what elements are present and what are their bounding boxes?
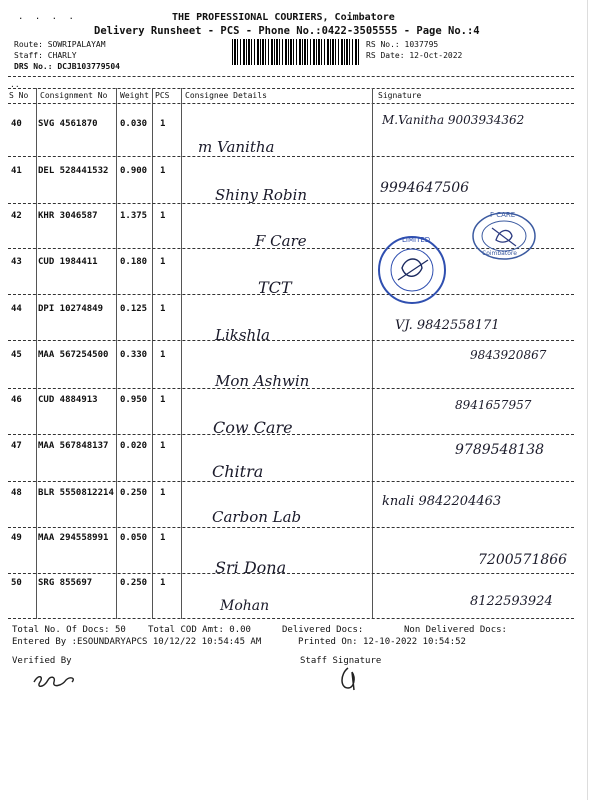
row-consignment: MAA 567848137: [38, 441, 109, 451]
row-divider: [8, 527, 574, 528]
row-handwritten-signature: VJ. 9842558171: [395, 318, 500, 333]
row-sno: 40: [11, 119, 22, 129]
col-line-5: [372, 88, 373, 619]
col-consignment: Consignment No: [40, 91, 108, 100]
rs-number: RS No.: 1037795: [366, 40, 439, 49]
row-sno: 49: [11, 533, 22, 543]
row-handwritten-signature: 7200571866: [478, 552, 568, 568]
row-pcs: 1: [160, 395, 166, 405]
row-pcs: 1: [160, 441, 166, 451]
row-handwritten-name: Cow Care: [213, 418, 293, 437]
row-handwritten-name: F Care: [255, 232, 307, 250]
row-divider: [8, 434, 574, 435]
verified-by-signature: [30, 668, 80, 696]
dots: ..: [10, 80, 20, 89]
row-consignment: DPI 10274849: [38, 304, 104, 314]
delivered-docs: Delivered Docs:: [282, 625, 364, 635]
table-top-border: [8, 88, 574, 89]
row-weight: 0.250: [120, 578, 148, 588]
header-divider: [8, 76, 574, 77]
total-docs: Total No. Of Docs: 50: [12, 625, 126, 635]
col-line-2: [116, 88, 117, 619]
row-handwritten-name: Mohan: [220, 598, 270, 614]
row-pcs: 1: [160, 119, 166, 129]
row-weight: 0.050: [120, 533, 148, 543]
row-sno: 43: [11, 257, 22, 267]
fcare-stamp-bottom: Coimbatore: [482, 250, 517, 257]
row-divider: [8, 203, 574, 204]
row-divider: [8, 156, 574, 157]
col-sno: S No: [9, 91, 29, 100]
runsheet-title: Delivery Runsheet - PCS - Phone No.:0422-3505555 - Page No.:4: [94, 25, 480, 37]
fcare-stamp-top: F CARE: [490, 211, 516, 219]
col-signature: Signature: [378, 91, 422, 100]
row-sno: 46: [11, 395, 22, 405]
row-divider: [8, 388, 574, 389]
route: Route: SOWRIPALAYAM: [14, 40, 106, 49]
header-bottom-border: [8, 103, 574, 104]
row-weight: 0.900: [120, 166, 148, 176]
row-weight: 0.030: [120, 119, 148, 129]
staff: Staff: CHARLY: [14, 51, 77, 60]
row-weight: 0.950: [120, 395, 148, 405]
round-stamp-top: LIMITED: [402, 236, 431, 244]
staff-signature-mark: [334, 664, 364, 698]
row-pcs: 1: [160, 304, 166, 314]
rs-date: RS Date: 12-Oct-2022: [366, 51, 463, 60]
row-divider: [8, 573, 574, 574]
non-delivered-docs: Non Delivered Docs:: [404, 625, 507, 635]
row-pcs: 1: [160, 488, 166, 498]
row-consignment: SVG 4561870: [38, 119, 98, 129]
row-sno: 50: [11, 578, 22, 588]
row-weight: 0.125: [120, 304, 148, 314]
row-weight: 0.250: [120, 488, 148, 498]
row-handwritten-name: TCT: [258, 278, 292, 297]
row-handwritten-signature: M.Vanitha 9003934362: [382, 113, 525, 127]
entered-by: Entered By :ESOUNDARYAPCS 10/12/22 10:54:45 AM: [12, 637, 262, 647]
row-handwritten-name: Sri Dona: [215, 558, 287, 577]
row-sno: 42: [11, 211, 22, 221]
col-pcs: PCS: [155, 91, 170, 100]
row-handwritten-signature: 8122593924: [470, 594, 553, 609]
row-handwritten-name: Carbon Lab: [212, 508, 302, 526]
row-divider: [8, 294, 574, 295]
row-weight: 0.330: [120, 350, 148, 360]
row-handwritten-name: Shiny Robin: [215, 186, 308, 204]
row-pcs: 1: [160, 533, 166, 543]
col-line-1: [36, 88, 37, 619]
row-sno: 48: [11, 488, 22, 498]
row-pcs: 1: [160, 578, 166, 588]
row-pcs: 1: [160, 257, 166, 267]
row-consignment: CUD 4884913: [38, 395, 98, 405]
total-cod: Total COD Amt: 0.00: [148, 625, 251, 635]
row-sno: 44: [11, 304, 22, 314]
row-divider: [8, 340, 574, 341]
row-handwritten-name: Chitra: [212, 462, 264, 481]
col-details: Consignee Details: [185, 91, 267, 100]
row-consignment: MAA 567254500: [38, 350, 109, 360]
round-stamp: [372, 232, 458, 308]
row-consignment: CUD 1984411: [38, 257, 98, 267]
row-handwritten-signature: 9843920867: [470, 348, 547, 362]
row-pcs: 1: [160, 211, 166, 221]
company-name: THE PROFESSIONAL COURIERS, Coimbatore: [172, 12, 395, 23]
row-weight: 0.020: [120, 441, 148, 451]
verified-by-label: Verified By: [12, 656, 72, 666]
col-line-3: [152, 88, 153, 619]
row-consignment: BLR 5550812214: [38, 488, 114, 498]
row-handwritten-name: m Vanitha: [198, 138, 275, 156]
row-consignment: DEL 528441532: [38, 166, 109, 176]
fcare-stamp: [470, 210, 538, 262]
row-pcs: 1: [160, 166, 166, 176]
row-handwritten-signature: 9789548138: [455, 442, 545, 458]
barcode: [232, 39, 360, 65]
row-sno: 45: [11, 350, 22, 360]
row-consignment: KHR 3046587: [38, 211, 98, 221]
table-bottom-border: [8, 618, 574, 619]
staff-signature-label: Staff Signature: [300, 656, 382, 666]
row-pcs: 1: [160, 350, 166, 360]
row-consignment: MAA 294558991: [38, 533, 109, 543]
row-handwritten-signature: 9994647506: [380, 180, 470, 196]
punch-marks: . . . .: [18, 12, 77, 22]
row-sno: 47: [11, 441, 22, 451]
row-handwritten-name: Likshla: [215, 326, 270, 344]
col-line-4: [181, 88, 182, 619]
row-handwritten-signature: knali 9842204463: [382, 494, 502, 509]
row-weight: 1.375: [120, 211, 148, 221]
row-consignment: SRG 855697: [38, 578, 93, 588]
row-weight: 0.180: [120, 257, 148, 267]
row-divider: [8, 481, 574, 482]
row-sno: 41: [11, 166, 22, 176]
row-handwritten-signature: 8941657957: [455, 398, 532, 412]
drs-number: DRS No.: DCJB103779504: [14, 62, 120, 71]
col-weight: Weight: [120, 91, 149, 100]
printed-on: Printed On: 12-10-2022 10:54:52: [298, 637, 466, 647]
row-handwritten-name: Mon Ashwin: [215, 372, 310, 390]
paper-edge: [587, 0, 588, 800]
